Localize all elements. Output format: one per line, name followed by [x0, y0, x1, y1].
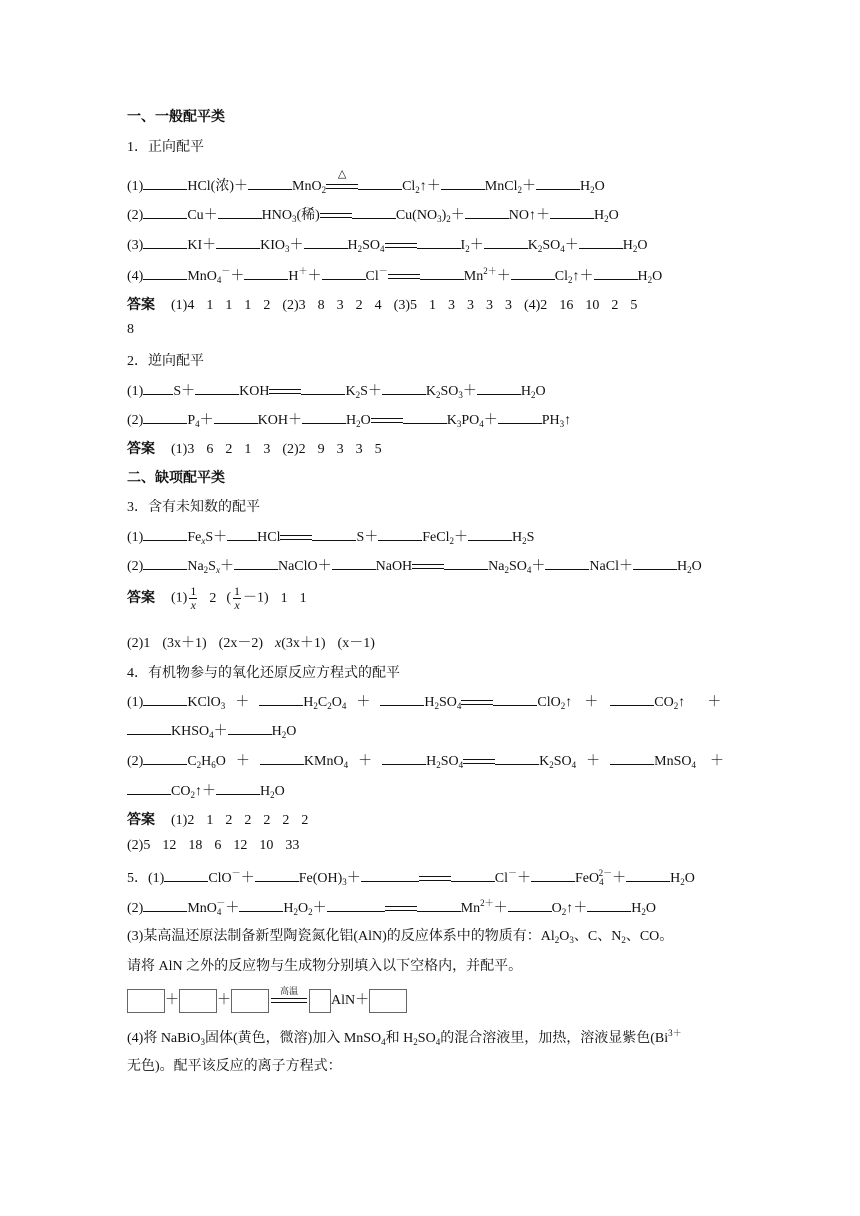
answer-box[interactable]: [369, 989, 407, 1013]
q4-item-2: (2) $C_2H_6O$ ＋ KMnO$_4$ ＋ $H_2SO_4$ $K_2SO_4$ ＋ MnSO$_4$ ＋: [127, 754, 725, 770]
q4-answer-1: 答案 (1)2 1 2 2 2 2 2: [127, 813, 309, 828]
q5-item-3-line-1: (3)某高温还原法制备新型陶瓷氮化铝(AlN)的反应体系中的物质有：$Al_2O_3$、C、$N_2$、CO。: [127, 929, 674, 945]
equals-sign: [412, 562, 444, 572]
q1-item-4: (4) MnO$_4$－＋ H＋＋ Cl－ $Mn^{2+}+$ $Cl_2↑+ H_2O$: [127, 266, 663, 285]
q1-item-3: (3) $KI+ KIO_3+ H_2SO_4$ $I_2+ K_2SO_4+ H_2O$: [127, 238, 648, 254]
q5-item-3-line-2: 请将 AlN 之外的反应物与生成物分别填入以下空格内，并配平。: [127, 959, 523, 974]
equals-sign: [385, 904, 417, 914]
q1-answer: 答案 (1)4 1 1 1 2 (2)3 8 3 2 4 (3)5 1 3 3 3 3 (4)2 16 10 2 5: [127, 298, 638, 313]
fraction: $\frac{1}{x}$: [190, 584, 197, 612]
equals-sign: [461, 698, 493, 708]
equals-sign: 高温: [271, 996, 307, 1006]
q3-item-1: (1) $Fe_xS+$ HCl S＋ FeCl$_2$＋ $H_2S$: [127, 530, 535, 546]
answer-box[interactable]: [309, 989, 331, 1013]
question-2-title: 2．逆向配平: [127, 354, 204, 369]
answer-box[interactable]: [179, 989, 217, 1013]
q4-item-2-cont: $CO_2↑+ H_2O$: [127, 780, 285, 800]
q3-answer-1: 答案 (1) $\frac{1}{x}$ 2 ( $\frac{1}{x}$ －1) 1 1: [127, 584, 307, 612]
q2-answer: 答案 (1)3 6 2 1 3 (2)2 9 3 3 5: [127, 442, 382, 457]
q5-item-4-line-1: (4)将 NaBiO$_3$固体(黄色，微溶)加入 MnSO$_4$和 $H_2SO_4$的混合溶液里，加热，溶液显紫色($Bi^{3+}$: [127, 1028, 682, 1047]
equals-sign: [280, 533, 312, 543]
q5-item-2: (2) $MnO_4^-+ H_2O_2+ Mn^{2+}+$ $O_2↑+ H_2O$: [127, 898, 656, 917]
q4-item-1: (1) KClO$_3$ ＋ $H_2C_2O_4 + H_2SO_4$ ClO$_2$↑ ＋ $CO_2↑$ ＋: [127, 695, 722, 711]
q3-item-2: (2) $Na_2S_x+$ NaClO＋ NaOH $Na_2SO_4+$ NaCl＋ $H_2O$: [127, 559, 702, 575]
q1-item-1: (1) HCl(浓)＋ MnO$_2$ △ $Cl_2↑+$ MnCl$_2$＋ $H_2O$: [127, 167, 605, 195]
answer-box[interactable]: [231, 989, 269, 1013]
q2-item-2: (2) $P_4+ KOH+ H_2O$ $K_3PO_4+$ $PH_3↑$: [127, 413, 572, 429]
fraction: $\frac{1}{x}$: [234, 584, 240, 612]
equals-sign: [269, 387, 301, 397]
equals-sign: [463, 757, 495, 767]
question-3-title: 3．含有未知数的配平: [127, 500, 260, 515]
section-title-2: 二、缺项配平类: [127, 471, 225, 486]
question-4-title: 4．有机物参与的氧化还原反应方程式的配平: [127, 666, 400, 681]
question-1-title: 1．正向配平: [127, 140, 204, 155]
q2-item-1: (1) S＋ KOH $K_2S+ K_2SO_3+ H_2O$: [127, 384, 546, 400]
q5-item-4-line-2: 无色)。配平该反应的离子方程式：: [127, 1059, 342, 1074]
q5-item-3-boxes: ＋ ＋ 高温 AlN＋: [127, 989, 407, 1013]
q1-item-2: (2) $Cu+ HNO_3$(稀) $Cu(NO_3)_2+$ NO↑＋ $H_2O$: [127, 208, 619, 224]
q3-answer-2: (2)1 (3x＋1) (2x－2) x(3x＋1) (x－1): [127, 636, 375, 651]
answer-box[interactable]: [127, 989, 165, 1013]
section-title-1: 一、一般配平类: [127, 110, 225, 125]
equals-sign: [385, 241, 417, 251]
equals-sign: [388, 272, 420, 282]
q5-item-1: 5．(1) $ClO^-+ Fe(OH)_3+ Cl^-+ FeO_4^{2-}+ H_2O$: [127, 868, 695, 887]
equals-sign: [320, 211, 352, 221]
q1-answer-cont: 8: [127, 322, 134, 337]
q4-answer-2: (2)5 12 18 6 12 10 33: [127, 838, 300, 853]
equals-sign: [419, 874, 451, 884]
equals-sign: [371, 416, 403, 426]
q4-item-1-cont: $KHSO_4+ H_2O$: [127, 720, 296, 740]
equals-sign: △: [326, 182, 358, 192]
